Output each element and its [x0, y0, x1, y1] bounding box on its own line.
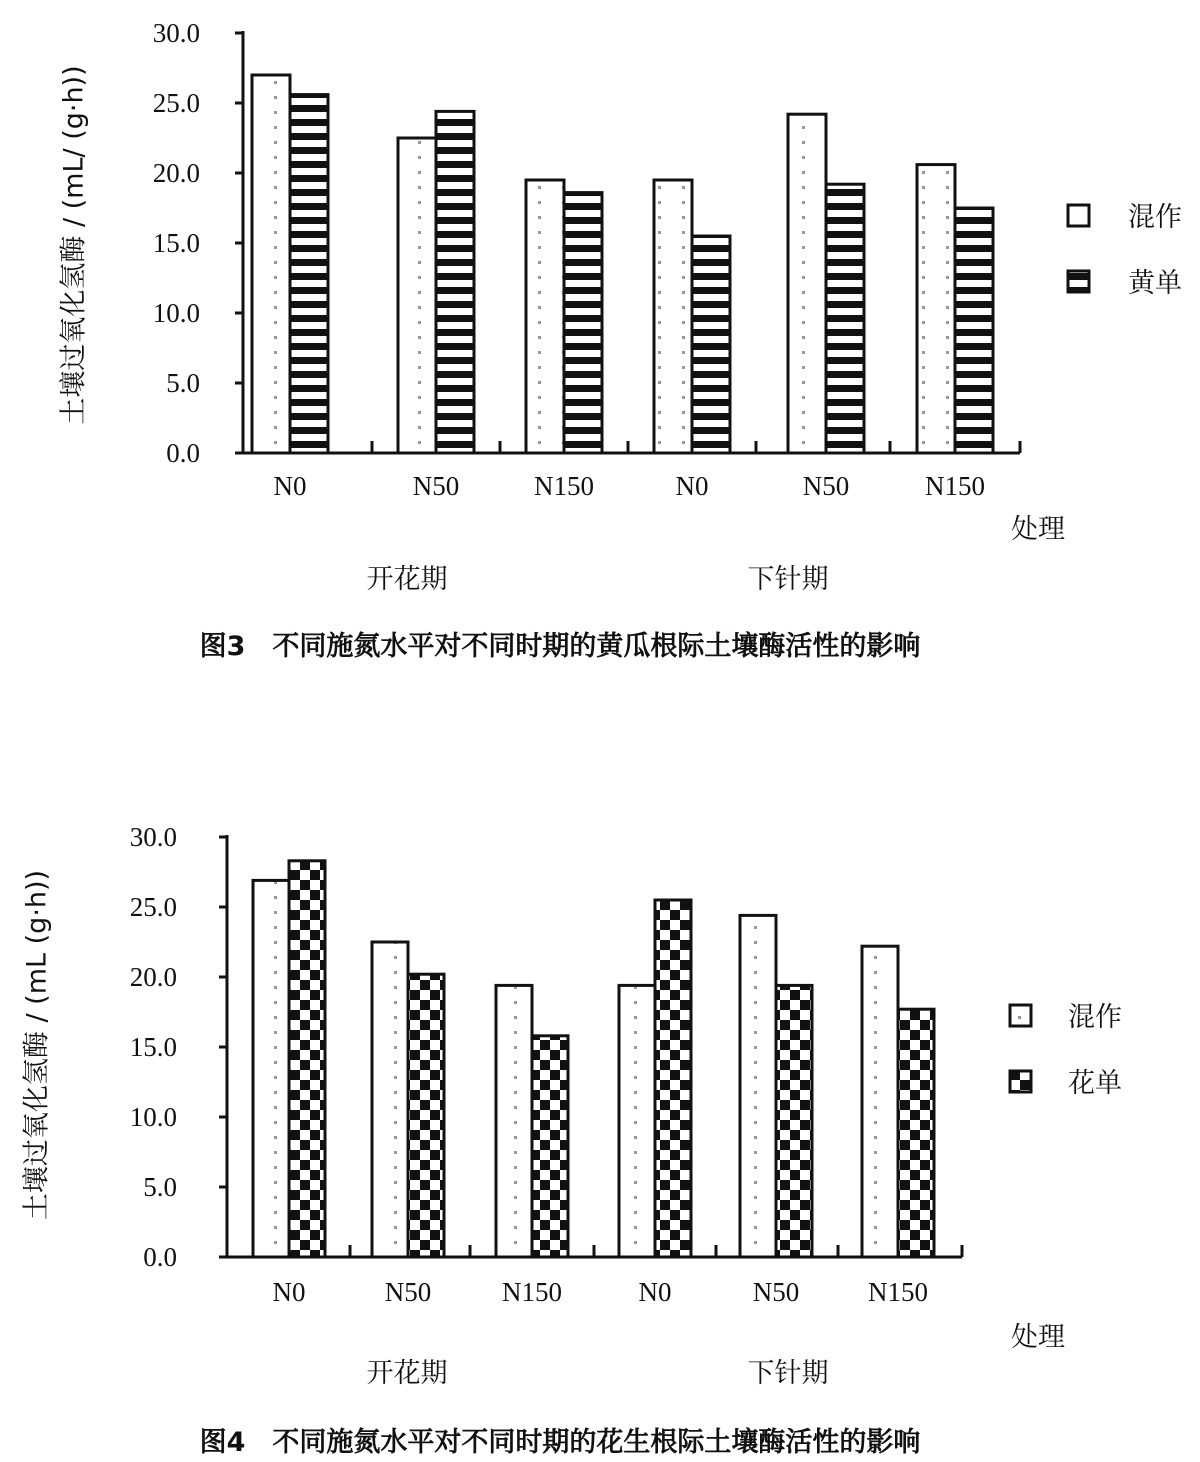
chart-4-bar-1-1 [253, 880, 289, 1257]
chart-3-xlabel: 处理 [1011, 514, 1065, 545]
chart-3-legend-label-1: 混作 [1128, 202, 1182, 233]
chart-3-legend-swatch-2 [1068, 271, 1089, 292]
chart-3-y-tick-label-3: 10.0 [152, 298, 200, 328]
chart-4-legend-label-1: 混作 [1068, 1002, 1122, 1033]
chart-4-legend-swatch-2 [1010, 1071, 1031, 1092]
chart-3-bar-1-1 [252, 75, 290, 453]
chart-4-x-tick-label-2: N50 [384, 1277, 432, 1307]
chart-3-x-tick-label-4: N0 [675, 471, 709, 501]
chart-3-group-label-1: 开花期 [366, 564, 448, 595]
chart-4-y-tick-label-3: 10.0 [129, 1102, 177, 1132]
chart-4-bar-1-4 [619, 985, 655, 1257]
chart-3-y-tick-label-6: 25.0 [152, 88, 200, 118]
chart-4-x-tick-label-1: N0 [272, 1277, 306, 1307]
chart-3-bar-2-6 [955, 208, 993, 453]
chart-3-bar-2-4 [692, 236, 730, 453]
chart-4-group-label-2: 下针期 [747, 1358, 829, 1389]
chart-4-x-tick-label-5: N50 [752, 1277, 800, 1307]
chart-3-y-tick-label-1: 0.0 [166, 438, 200, 468]
chart-3-y-tick-label-4: 15.0 [152, 228, 200, 258]
chart-4-group-label-1: 开花期 [366, 1358, 448, 1389]
chart-3-bar-2-5 [826, 184, 864, 453]
chart-3-bar-1-6 [917, 165, 955, 453]
chart-3-x-tick-label-6: N150 [925, 471, 985, 501]
chart-3-bar-1-5 [788, 114, 826, 453]
chart-3-legend-swatch-1 [1068, 205, 1089, 226]
chart-4-x-tick-label-3: N150 [502, 1277, 562, 1307]
chart-4-y-tick-label-6: 25.0 [129, 892, 177, 922]
chart-4-x-tick-label-4: N0 [638, 1277, 672, 1307]
chart-4-legend-swatch-1 [1010, 1005, 1031, 1026]
chart-3-bar-1-3 [526, 180, 564, 453]
chart-3-bar-2-2 [436, 111, 474, 453]
chart-4-y-tick-label-2: 5.0 [143, 1172, 177, 1202]
figure-3 [0, 0, 1200, 700]
chart-4-bar-2-6 [898, 1009, 934, 1257]
chart-4-svg [0, 800, 1200, 1462]
chart-4-bar-1-3 [496, 985, 532, 1257]
chart-4-bar-2-1 [289, 861, 325, 1257]
chart-3-caption: 图3 不同施氮水平对不同时期的黄瓜根际土壤酶活性的影响 [199, 631, 921, 662]
chart-3-y-tick-label-5: 20.0 [152, 158, 200, 188]
chart-4-y-tick-label-1: 0.0 [143, 1242, 177, 1272]
chart-3-svg [0, 0, 1200, 700]
chart-4-caption: 图4 不同施氮水平对不同时期的花生根际土壤酶活性的影响 [199, 1427, 921, 1458]
chart-3-y-tick-label-7: 30.0 [152, 18, 200, 48]
figure-4 [0, 800, 1200, 1462]
chart-4-bar-2-4 [655, 900, 691, 1257]
chart-4-ylabel: 土壤过氧化氢酶 / (mL (g·h)) [21, 869, 53, 1221]
chart-4-bar-1-2 [372, 942, 408, 1257]
chart-3-ylabel: 土壤过氧化氢酶 / (mL/ (g·h)) [58, 65, 90, 425]
chart-3-bar-2-1 [290, 95, 328, 453]
chart-3-legend-label-2: 黄单 [1128, 268, 1182, 299]
chart-3-bar-1-4 [654, 180, 692, 453]
chart-4-y-tick-label-4: 15.0 [129, 1032, 177, 1062]
chart-4-xlabel: 处理 [1011, 1322, 1065, 1353]
chart-4-bar-1-5 [740, 915, 776, 1257]
chart-3-group-label-2: 下针期 [747, 564, 829, 595]
chart-4-bar-2-2 [408, 974, 444, 1257]
chart-3-x-tick-label-1: N0 [273, 471, 307, 501]
chart-3-x-tick-label-5: N50 [802, 471, 850, 501]
chart-3-bar-1-2 [398, 138, 436, 453]
chart-4-bar-2-3 [532, 1036, 568, 1257]
chart-3-bar-2-3 [564, 193, 602, 453]
chart-4-bar-1-6 [862, 946, 898, 1257]
chart-3-y-tick-label-2: 5.0 [166, 368, 200, 398]
chart-4-y-tick-label-7: 30.0 [129, 822, 177, 852]
chart-4-x-tick-label-6: N150 [868, 1277, 928, 1307]
chart-4-y-tick-label-5: 20.0 [129, 962, 177, 992]
chart-4-bar-2-5 [776, 985, 812, 1257]
chart-3-x-tick-label-3: N150 [534, 471, 594, 501]
chart-3-x-tick-label-2: N50 [412, 471, 460, 501]
chart-4-legend-label-2: 花单 [1068, 1068, 1122, 1099]
